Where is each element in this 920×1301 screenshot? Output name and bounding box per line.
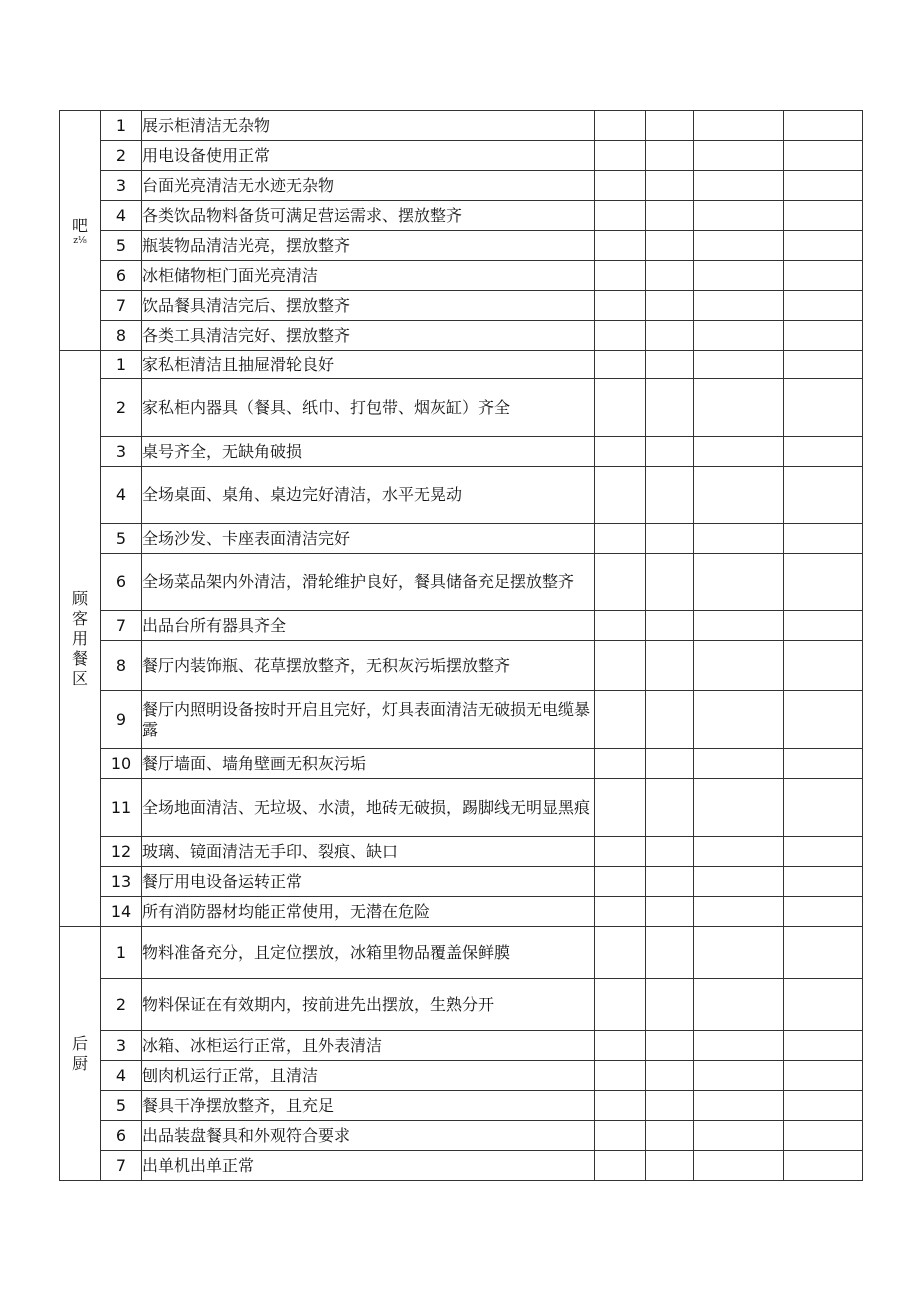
check-cell[interactable] xyxy=(646,171,694,201)
check-cell[interactable] xyxy=(784,321,863,351)
item-text: 餐具干净摆放整齐，且充足 xyxy=(142,1091,595,1121)
check-cell[interactable] xyxy=(784,437,863,467)
item-number: 4 xyxy=(101,1061,142,1091)
check-cell[interactable] xyxy=(784,927,863,979)
item-number: 4 xyxy=(101,467,142,524)
item-number: 3 xyxy=(101,1031,142,1061)
check-cell[interactable] xyxy=(694,291,784,321)
check-cell[interactable] xyxy=(595,321,646,351)
item-number: 7 xyxy=(101,611,142,641)
item-number: 2 xyxy=(101,141,142,171)
item-text: 全场菜品架内外清洁，滑轮维护良好，餐具储备充足摆放整齐 xyxy=(142,554,595,611)
section-subtitle: z⅛ xyxy=(73,235,87,246)
check-cell[interactable] xyxy=(595,867,646,897)
item-text: 所有消防器材均能正常使用，无潜在危险 xyxy=(142,897,595,927)
table-row xyxy=(60,867,863,897)
check-cell[interactable] xyxy=(694,111,784,141)
item-text: 各类工具清洁完好、摆放整齐 xyxy=(142,321,595,351)
check-cell[interactable] xyxy=(784,611,863,641)
check-cell[interactable] xyxy=(646,111,694,141)
item-number: 12 xyxy=(101,837,142,867)
item-number: 5 xyxy=(101,524,142,554)
item-number: 9 xyxy=(101,691,142,749)
table-row xyxy=(60,379,863,437)
check-cell[interactable] xyxy=(784,379,863,437)
item-text: 全场沙发、卡座表面清洁完好 xyxy=(142,524,595,554)
check-cell[interactable] xyxy=(784,641,863,691)
check-cell[interactable] xyxy=(694,1121,784,1151)
check-cell[interactable] xyxy=(694,611,784,641)
item-text: 冰箱、冰柜运行正常，且外表清洁 xyxy=(142,1031,595,1061)
check-cell[interactable] xyxy=(784,1061,863,1091)
check-cell[interactable] xyxy=(595,524,646,554)
item-text: 餐厅内装饰瓶、花草摆放整齐，无积灰污垢摆放整齐 xyxy=(142,641,595,691)
check-cell[interactable] xyxy=(784,749,863,779)
check-cell[interactable] xyxy=(694,979,784,1031)
item-number: 6 xyxy=(101,554,142,611)
check-cell[interactable] xyxy=(646,1061,694,1091)
check-cell[interactable] xyxy=(784,867,863,897)
check-cell[interactable] xyxy=(595,927,646,979)
check-cell[interactable] xyxy=(646,691,694,749)
section-title: 顾客用餐区 xyxy=(71,588,88,688)
check-cell[interactable] xyxy=(694,1031,784,1061)
check-cell[interactable] xyxy=(646,979,694,1031)
check-cell[interactable] xyxy=(595,1151,646,1181)
check-cell[interactable] xyxy=(784,111,863,141)
check-cell[interactable] xyxy=(694,351,784,379)
item-number: 10 xyxy=(101,749,142,779)
table-row xyxy=(60,171,863,201)
check-cell[interactable] xyxy=(784,1031,863,1061)
check-cell[interactable] xyxy=(646,1121,694,1151)
item-number: 5 xyxy=(101,231,142,261)
check-cell[interactable] xyxy=(694,554,784,611)
check-cell[interactable] xyxy=(646,261,694,291)
check-cell[interactable] xyxy=(595,231,646,261)
check-cell[interactable] xyxy=(595,261,646,291)
item-text: 饮品餐具清洁完后、摆放整齐 xyxy=(142,291,595,321)
check-cell[interactable] xyxy=(646,379,694,437)
table-row xyxy=(60,611,863,641)
item-number: 14 xyxy=(101,897,142,927)
table-row xyxy=(60,231,863,261)
check-cell[interactable] xyxy=(784,171,863,201)
check-cell[interactable] xyxy=(646,141,694,171)
item-text: 刨肉机运行正常，且清洁 xyxy=(142,1061,595,1091)
check-cell[interactable] xyxy=(784,141,863,171)
check-cell[interactable] xyxy=(784,467,863,524)
check-cell[interactable] xyxy=(595,1061,646,1091)
table-row xyxy=(60,201,863,231)
item-number: 11 xyxy=(101,779,142,837)
check-cell[interactable] xyxy=(595,691,646,749)
check-cell[interactable] xyxy=(694,141,784,171)
table-row xyxy=(60,554,863,611)
check-cell[interactable] xyxy=(784,524,863,554)
check-cell[interactable] xyxy=(784,837,863,867)
table-row xyxy=(60,524,863,554)
check-cell[interactable] xyxy=(595,641,646,691)
check-cell[interactable] xyxy=(595,351,646,379)
item-text: 冰柜储物柜门面光亮清洁 xyxy=(142,261,595,291)
table-row xyxy=(60,1061,863,1091)
item-number: 2 xyxy=(101,979,142,1031)
check-cell[interactable] xyxy=(694,1151,784,1181)
check-cell[interactable] xyxy=(694,927,784,979)
table-row xyxy=(60,261,863,291)
table-row xyxy=(60,641,863,691)
table-row xyxy=(60,1151,863,1181)
check-cell[interactable] xyxy=(694,231,784,261)
item-number: 1 xyxy=(101,351,142,379)
check-cell[interactable] xyxy=(694,379,784,437)
check-cell[interactable] xyxy=(646,897,694,927)
check-cell[interactable] xyxy=(646,437,694,467)
check-cell[interactable] xyxy=(595,111,646,141)
check-cell[interactable] xyxy=(784,201,863,231)
check-cell[interactable] xyxy=(784,291,863,321)
check-cell[interactable] xyxy=(694,261,784,291)
check-cell[interactable] xyxy=(646,291,694,321)
section-label xyxy=(60,927,101,1181)
check-cell[interactable] xyxy=(784,554,863,611)
table-row xyxy=(60,979,863,1031)
item-text: 桌号齐全，无缺角破损 xyxy=(142,437,595,467)
check-cell[interactable] xyxy=(784,779,863,837)
table-row xyxy=(60,1121,863,1151)
item-number: 8 xyxy=(101,641,142,691)
item-number: 4 xyxy=(101,201,142,231)
table-row xyxy=(60,779,863,837)
item-number: 1 xyxy=(101,927,142,979)
table-row xyxy=(60,897,863,927)
table-row xyxy=(60,321,863,351)
check-cell[interactable] xyxy=(784,691,863,749)
check-cell[interactable] xyxy=(595,979,646,1031)
item-text: 用电设备使用正常 xyxy=(142,141,595,171)
item-text: 瓶装物品清洁光亮，摆放整齐 xyxy=(142,231,595,261)
table-row xyxy=(60,467,863,524)
item-text: 出品台所有器具齐全 xyxy=(142,611,595,641)
check-cell[interactable] xyxy=(595,897,646,927)
item-text: 餐厅内照明设备按时开启且完好，灯具表面清洁无破损无电缆暴露 xyxy=(142,691,595,749)
table-row xyxy=(60,1091,863,1121)
table-row xyxy=(60,1031,863,1061)
item-text: 物料保证在有效期内，按前进先出摆放，生熟分开 xyxy=(142,979,595,1031)
check-cell[interactable] xyxy=(784,261,863,291)
section-label xyxy=(60,111,101,351)
section-label xyxy=(60,351,101,927)
item-number: 1 xyxy=(101,111,142,141)
check-cell[interactable] xyxy=(595,837,646,867)
check-cell[interactable] xyxy=(595,1091,646,1121)
table-row xyxy=(60,691,863,749)
item-text: 玻璃、镜面清洁无手印、裂痕、缺口 xyxy=(142,837,595,867)
item-number: 8 xyxy=(101,321,142,351)
item-text: 家私柜内器具（餐具、纸巾、打包带、烟灰缸）齐全 xyxy=(142,379,595,437)
check-cell[interactable] xyxy=(595,437,646,467)
item-text: 出单机出单正常 xyxy=(142,1151,595,1181)
check-cell[interactable] xyxy=(694,1091,784,1121)
check-cell[interactable] xyxy=(646,231,694,261)
check-cell[interactable] xyxy=(595,291,646,321)
check-cell[interactable] xyxy=(595,171,646,201)
check-cell[interactable] xyxy=(646,321,694,351)
table-row xyxy=(60,351,863,379)
check-cell[interactable] xyxy=(694,691,784,749)
item-text: 全场桌面、桌角、桌边完好清洁，水平无晃动 xyxy=(142,467,595,524)
check-cell[interactable] xyxy=(694,321,784,351)
check-cell[interactable] xyxy=(784,1121,863,1151)
check-cell[interactable] xyxy=(646,351,694,379)
check-cell[interactable] xyxy=(646,1031,694,1061)
check-cell[interactable] xyxy=(595,141,646,171)
check-cell[interactable] xyxy=(595,554,646,611)
check-cell[interactable] xyxy=(646,779,694,837)
check-cell[interactable] xyxy=(595,467,646,524)
check-cell[interactable] xyxy=(646,867,694,897)
check-cell[interactable] xyxy=(694,201,784,231)
item-number: 6 xyxy=(101,1121,142,1151)
check-cell[interactable] xyxy=(595,779,646,837)
item-number: 6 xyxy=(101,261,142,291)
check-cell[interactable] xyxy=(595,611,646,641)
check-cell[interactable] xyxy=(694,641,784,691)
check-cell[interactable] xyxy=(646,1091,694,1121)
check-cell[interactable] xyxy=(646,837,694,867)
check-cell[interactable] xyxy=(646,524,694,554)
check-cell[interactable] xyxy=(694,749,784,779)
table-row xyxy=(60,837,863,867)
check-cell[interactable] xyxy=(646,554,694,611)
table-row xyxy=(60,437,863,467)
check-cell[interactable] xyxy=(784,897,863,927)
check-cell[interactable] xyxy=(646,927,694,979)
check-cell[interactable] xyxy=(694,897,784,927)
check-cell[interactable] xyxy=(694,171,784,201)
table-row xyxy=(60,141,863,171)
table-row xyxy=(60,927,863,979)
inspection-checklist-table xyxy=(59,110,863,1181)
check-cell[interactable] xyxy=(595,1031,646,1061)
check-cell[interactable] xyxy=(784,1091,863,1121)
item-number: 7 xyxy=(101,1151,142,1181)
check-cell[interactable] xyxy=(694,837,784,867)
check-cell[interactable] xyxy=(646,201,694,231)
check-cell[interactable] xyxy=(646,1151,694,1181)
item-number: 5 xyxy=(101,1091,142,1121)
check-cell[interactable] xyxy=(646,467,694,524)
check-cell[interactable] xyxy=(694,467,784,524)
check-cell[interactable] xyxy=(646,749,694,779)
item-text: 台面光亮清洁无水迹无杂物 xyxy=(142,171,595,201)
section-title: 后厨 xyxy=(71,1033,88,1073)
check-cell[interactable] xyxy=(595,1121,646,1151)
item-text: 物料准备充分，且定位摆放，冰箱里物品覆盖保鲜膜 xyxy=(142,927,595,979)
table-row xyxy=(60,111,863,141)
check-cell[interactable] xyxy=(784,351,863,379)
check-cell[interactable] xyxy=(784,231,863,261)
item-text: 全场地面清洁、无垃圾、水渍，地砖无破损，踢脚线无明显黑痕 xyxy=(142,779,595,837)
item-number: 2 xyxy=(101,379,142,437)
table-row xyxy=(60,291,863,321)
item-text: 出品装盘餐具和外观符合要求 xyxy=(142,1121,595,1151)
check-cell[interactable] xyxy=(694,524,784,554)
check-cell[interactable] xyxy=(694,779,784,837)
item-number: 13 xyxy=(101,867,142,897)
item-number: 3 xyxy=(101,437,142,467)
item-number: 7 xyxy=(101,291,142,321)
item-text: 展示柜清洁无杂物 xyxy=(142,111,595,141)
check-cell[interactable] xyxy=(595,749,646,779)
check-cell[interactable] xyxy=(595,379,646,437)
table-row xyxy=(60,749,863,779)
check-cell[interactable] xyxy=(646,611,694,641)
check-cell[interactable] xyxy=(694,1061,784,1091)
checklist-body xyxy=(60,111,863,1181)
item-text: 各类饮品物料备货可满足营运需求、摆放整齐 xyxy=(142,201,595,231)
check-cell[interactable] xyxy=(784,1151,863,1181)
item-number: 3 xyxy=(101,171,142,201)
item-text: 家私柜清洁且抽屉滑轮良好 xyxy=(142,351,595,379)
item-text: 餐厅用电设备运转正常 xyxy=(142,867,595,897)
check-cell[interactable] xyxy=(595,201,646,231)
check-cell[interactable] xyxy=(784,979,863,1031)
check-cell[interactable] xyxy=(646,641,694,691)
check-cell[interactable] xyxy=(694,867,784,897)
check-cell[interactable] xyxy=(694,437,784,467)
item-text: 餐厅墙面、墙角壁画无积灰污垢 xyxy=(142,749,595,779)
section-title: 吧 xyxy=(71,215,88,235)
